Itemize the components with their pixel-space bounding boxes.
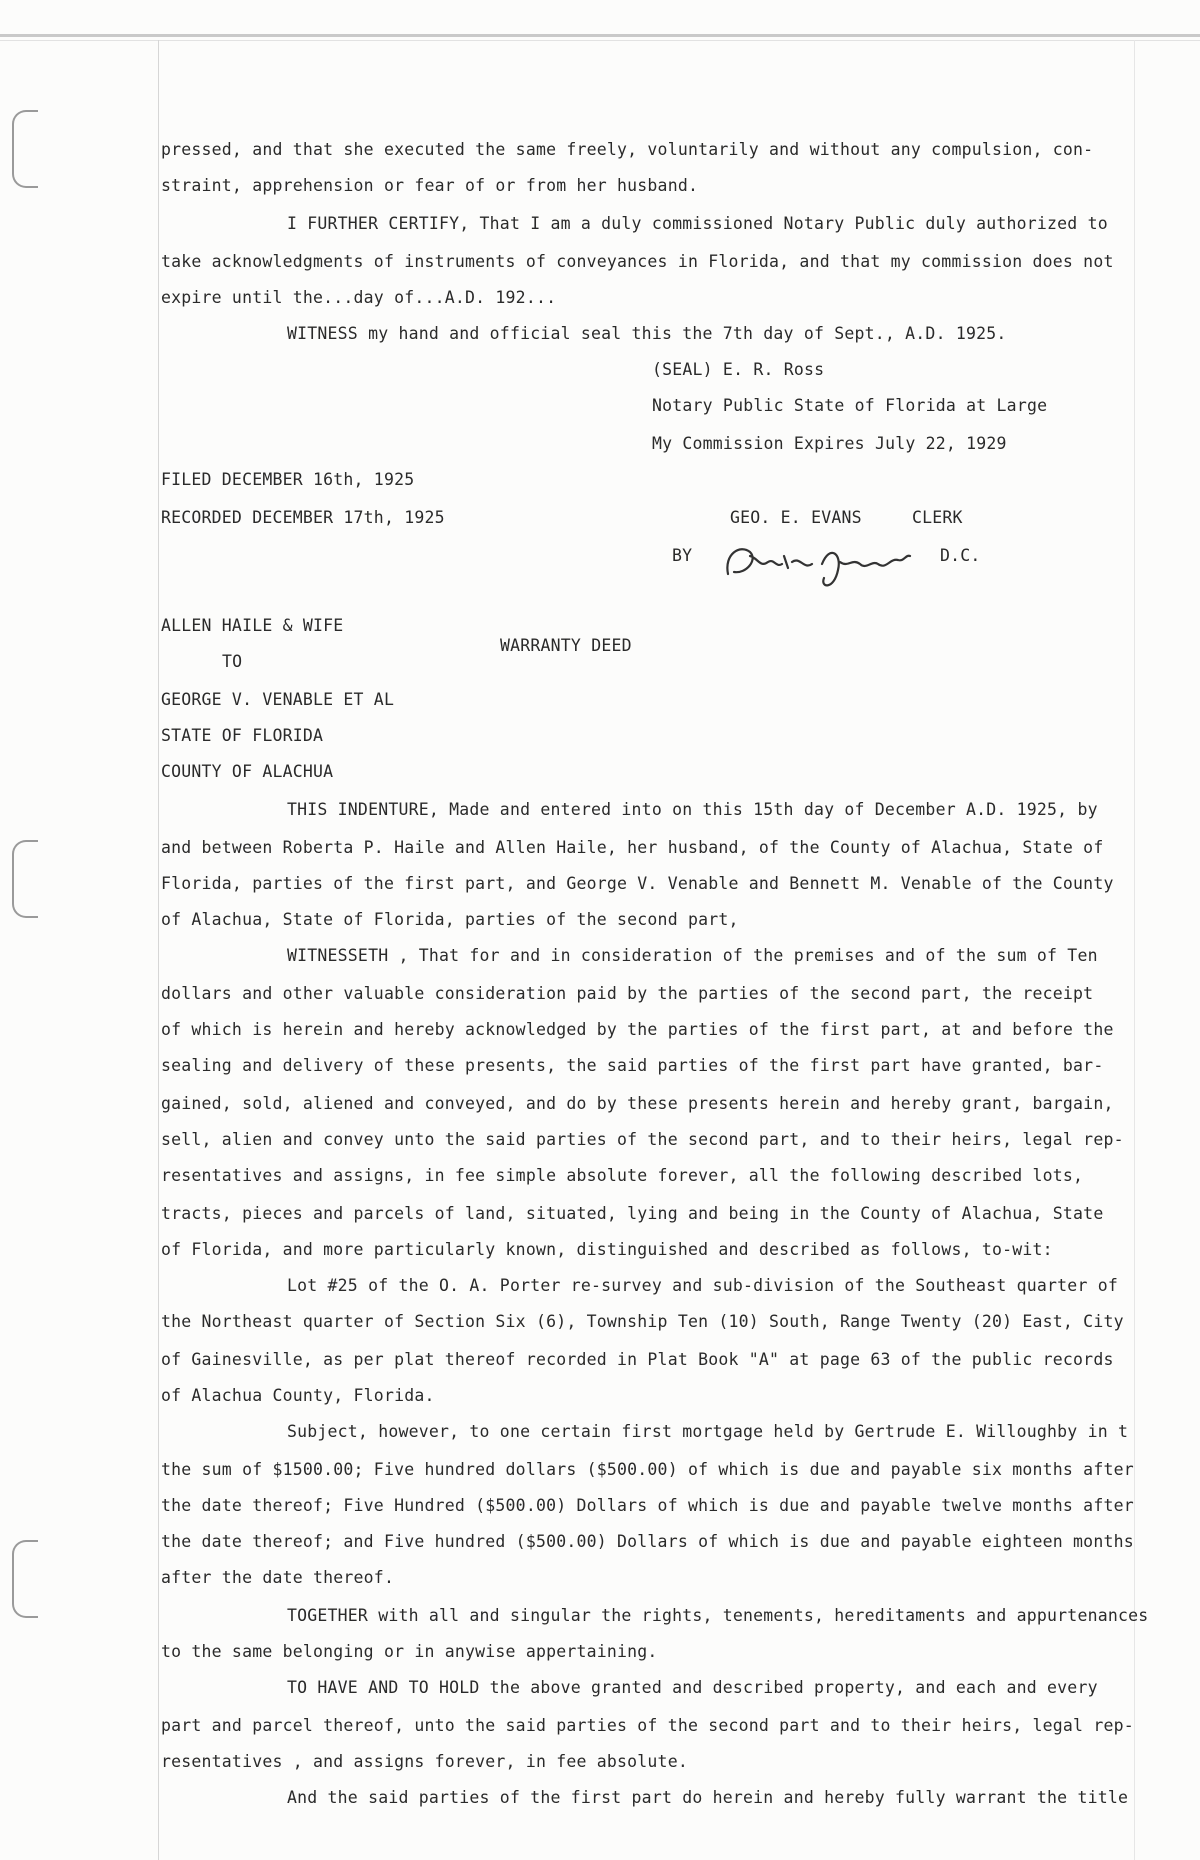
text-line: the sum of $1500.00; Five hundred dollars ($500.00) of which is due and payable six months after — [161, 1460, 1134, 1479]
deed-type-heading: WARRANTY DEED — [500, 636, 632, 655]
county-heading: COUNTY OF ALACHUA — [161, 762, 334, 781]
filed-date: FILED DECEMBER 16th, 1925 — [161, 470, 415, 489]
text-line: take acknowledgments of instruments of conveyances in Florida, and that my commission does not — [161, 252, 1114, 271]
by-label: BY — [672, 546, 693, 565]
text-line: I FURTHER CERTIFY, That I am a duly commissioned Notary Public duly authorized to — [287, 214, 1108, 233]
text-line: expire until the...day of...A.D. 192... — [161, 288, 557, 307]
notary-title-line: Notary Public State of Florida at Large — [652, 396, 1048, 415]
text-line: dollars and other valuable consideration paid by the parties of the second part, the receipt — [161, 984, 1094, 1003]
text-line: of Gainesville, as per plat thereof recorded in Plat Book "A" at page 63 of the public records — [161, 1350, 1114, 1369]
text-line: Florida, parties of the first part, and George V. Venable and Bennett M. Venable of the County — [161, 874, 1114, 893]
to-heading: TO — [222, 652, 243, 671]
text-line: TOGETHER with all and singular the rights, tenements, hereditaments and appurtenances — [287, 1606, 1149, 1625]
deputy-clerk-label: D.C. — [940, 546, 981, 565]
text-line: of Florida, and more particularly known, distinguished and described as follows, to-wit: — [161, 1240, 1053, 1259]
text-line: the date thereof; Five Hundred ($500.00) Dollars of which is due and payable twelve months after — [161, 1496, 1134, 1515]
text-line: resentatives , and assigns forever, in fee absolute. — [161, 1752, 688, 1771]
signature-image — [720, 534, 920, 594]
text-line: of which is herein and hereby acknowledged by the parties of the first part, at and before the — [161, 1020, 1114, 1039]
text-line: of Alachua County, Florida. — [161, 1386, 435, 1405]
binder-hole-middle — [12, 840, 38, 918]
state-heading: STATE OF FLORIDA — [161, 726, 324, 745]
text-line: sealing and delivery of these presents, the said parties of the first part have granted, bar- — [161, 1056, 1104, 1075]
text-line: Lot #25 of the O. A. Porter re-survey and sub-division of the Southeast quarter of — [287, 1276, 1118, 1295]
text-line: sell, alien and convey unto the said parties of the second part, and to their heirs, legal rep- — [161, 1130, 1124, 1149]
right-margin-rule — [1134, 40, 1135, 1860]
text-line: gained, sold, aliened and conveyed, and do by these presents herein and hereby grant, bargain, — [161, 1094, 1114, 1113]
text-line: WITNESSETH , That for and in consideration of the premises and of the sum of Ten — [287, 946, 1098, 965]
text-line: of Alachua, State of Florida, parties of the second part, — [161, 910, 739, 929]
grantee-heading: GEORGE V. VENABLE ET AL — [161, 690, 395, 709]
text-line: TO HAVE AND TO HOLD the above granted and described property, and each and every — [287, 1678, 1098, 1697]
binder-hole-top — [12, 110, 38, 188]
text-line: the date thereof; and Five hundred ($500.00) Dollars of which is due and payable eighteen months — [161, 1532, 1134, 1551]
page-top-edge-inner — [0, 40, 1200, 41]
text-line: resentatives and assigns, in fee simple absolute forever, all the following described lots, — [161, 1166, 1084, 1185]
text-line: WITNESS my hand and official seal this the 7th day of Sept., A.D. 1925. — [287, 324, 1007, 343]
grantor-heading: ALLEN HAILE & WIFE — [161, 616, 344, 635]
binder-hole-bottom — [12, 1540, 38, 1618]
text-line: after the date thereof. — [161, 1568, 395, 1587]
text-line: and between Roberta P. Haile and Allen Haile, her husband, of the County of Alachua, State of — [161, 838, 1104, 857]
text-line: THIS INDENTURE, Made and entered into on this 15th day of December A.D. 1925, by — [287, 800, 1098, 819]
notary-seal-line: (SEAL) E. R. Ross — [652, 360, 825, 379]
text-line: to the same belonging or in anywise appertaining. — [161, 1642, 658, 1661]
notary-expiry-line: My Commission Expires July 22, 1929 — [652, 434, 1007, 453]
clerk-name: GEO. E. EVANS — [730, 508, 862, 527]
text-line: pressed, and that she executed the same freely, voluntarily and without any compulsion, con- — [161, 140, 1094, 159]
recorded-date: RECORDED DECEMBER 17th, 1925 — [161, 508, 445, 527]
text-line: tracts, pieces and parcels of land, situated, lying and being in the County of Alachua, State — [161, 1204, 1104, 1223]
text-line: the Northeast quarter of Section Six (6), Township Ten (10) South, Range Twenty (20) East, City — [161, 1312, 1124, 1331]
clerk-title: CLERK — [912, 508, 963, 527]
text-line: part and parcel thereof, unto the said parties of the second part and to their heirs, legal rep- — [161, 1716, 1134, 1735]
page-top-edge — [0, 34, 1200, 37]
left-margin-rule — [158, 40, 159, 1860]
text-line: Subject, however, to one certain first mortgage held by Gertrude E. Willoughby in t — [287, 1422, 1129, 1441]
text-line: straint, apprehension or fear of or from her husband. — [161, 176, 699, 195]
text-line: And the said parties of the first part do herein and hereby fully warrant the title — [287, 1788, 1129, 1807]
